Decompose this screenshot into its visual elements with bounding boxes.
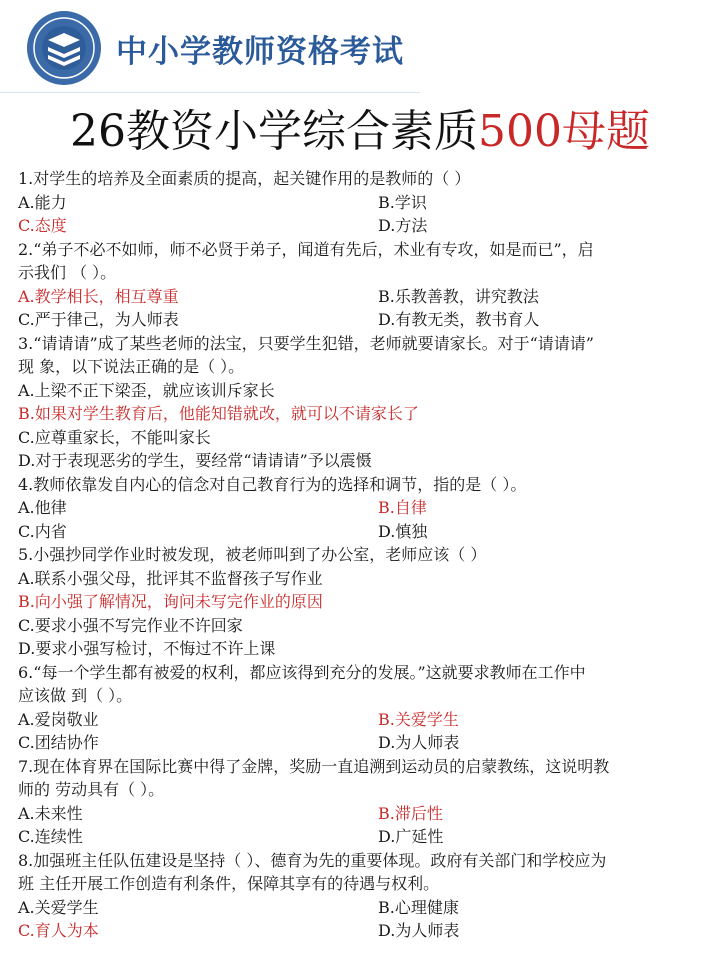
question-stem: 3.“请请请”成了某些老师的法宝，只要学生犯错，老师就要请家长。对于“请请请” bbox=[18, 333, 594, 353]
question-6 bbox=[18, 661, 708, 755]
option-d: D.广延性 bbox=[378, 827, 444, 846]
option-a: A.他律 bbox=[18, 498, 67, 517]
option-b: B.学识 bbox=[378, 192, 427, 212]
question-stem: 示我们 （ ）。 bbox=[18, 263, 117, 282]
question-stem: 6.“每一个学生都有被爱的权利，都应该得到充分的发展。”这就要求教师在工作中 bbox=[18, 662, 586, 682]
option-c: C.育人为本 bbox=[18, 921, 99, 940]
header-divider bbox=[0, 92, 420, 93]
option-c: C.连续性 bbox=[18, 827, 83, 846]
option-a: A.未来性 bbox=[18, 803, 83, 823]
title-accent: 500母题 bbox=[478, 106, 650, 157]
question-stem: 师的 劳动具有（ ）。 bbox=[18, 780, 165, 799]
option-b: B.向小强了解情况，询问未写完作业的原因 bbox=[18, 592, 323, 611]
question-stem: 2.“弟子不必不如师，师不必贤于弟子，闻道有先后，术业有专攻，如是而已”，启 bbox=[18, 239, 594, 259]
option-b: B.乐教善教，讲究教法 bbox=[378, 286, 539, 306]
option-b: B.自律 bbox=[378, 498, 427, 517]
option-a: A.联系小强父母，批评其不监督孩子写作业 bbox=[18, 568, 323, 588]
question-stem: 应该做 到（ ）。 bbox=[18, 686, 133, 705]
question-7 bbox=[18, 755, 708, 849]
option-c: C.要求小强不写完作业不许回家 bbox=[18, 615, 243, 635]
question-8 bbox=[18, 849, 708, 943]
option-row bbox=[18, 919, 708, 943]
question-stem: 4.教师依靠发自内心的信念对自己教育行为的选择和调节，指的是（ ）。 bbox=[18, 474, 527, 494]
question-list bbox=[18, 167, 708, 943]
question-1 bbox=[18, 167, 708, 238]
option-row bbox=[18, 285, 708, 309]
option-c: C.团结协作 bbox=[18, 733, 99, 752]
question-4 bbox=[18, 473, 708, 544]
question-stem: 班 主任开展工作创造有利条件，保障其享有的待遇与权利。 bbox=[18, 874, 440, 893]
option-row bbox=[18, 825, 708, 849]
question-3 bbox=[18, 332, 708, 473]
option-row bbox=[18, 496, 708, 520]
option-row bbox=[18, 214, 708, 238]
option-a: A.教学相长，相互尊重 bbox=[18, 286, 179, 306]
header bbox=[0, 0, 720, 96]
option-b: B.滞后性 bbox=[378, 803, 443, 823]
question-stem: 7.现在体育界在国际比赛中得了金牌，奖励一直追溯到运动员的启蒙教练，这说明教 bbox=[18, 756, 610, 776]
option-d: D.为人师表 bbox=[378, 921, 460, 940]
option-c: C.应尊重家长，不能叫家长 bbox=[18, 427, 211, 447]
option-row bbox=[18, 191, 708, 215]
page-title bbox=[0, 104, 720, 160]
option-row bbox=[18, 731, 708, 755]
option-b: B.如果对学生教育后，他能知错就改，就可以不请家长了 bbox=[18, 404, 419, 423]
option-row bbox=[18, 896, 708, 920]
option-d: D.为人师表 bbox=[378, 733, 460, 752]
option-a: A.能力 bbox=[18, 192, 67, 212]
option-row bbox=[18, 308, 708, 332]
option-d: D.慎独 bbox=[378, 521, 428, 541]
option-c: C.内省 bbox=[18, 521, 67, 541]
title-main: 26教资小学综合素质 bbox=[70, 106, 478, 157]
option-row bbox=[18, 802, 708, 826]
option-d: D.有教无类，教书育人 bbox=[378, 310, 540, 329]
option-row bbox=[18, 708, 708, 732]
question-stem: 1.对学生的培养及全面素质的提高，起关键作用的是教师的（ ） bbox=[18, 169, 471, 188]
option-a: A.上梁不正下梁歪，就应该训斥家长 bbox=[18, 380, 275, 400]
option-d: D.方法 bbox=[378, 216, 428, 235]
question-stem: 8.加强班主任队伍建设是坚持（ ）、德育为先的重要体现。政府有关部门和学校应为 bbox=[18, 850, 607, 870]
option-c: C.严于律己，为人师表 bbox=[18, 310, 179, 329]
option-row bbox=[18, 520, 708, 544]
question-stem: 5.小强抄同学作业时被发现，被老师叫到了办公室，老师应该（ ） bbox=[18, 545, 487, 564]
option-c: C.态度 bbox=[18, 216, 67, 235]
option-d: D.对于表现恶劣的学生，要经常“请请请”予以震慑 bbox=[18, 451, 372, 470]
book-stack-seal-icon bbox=[26, 10, 102, 86]
option-b: B.心理健康 bbox=[378, 897, 459, 917]
question-stem: 现 象，以下说法正确的是（ ）。 bbox=[18, 357, 245, 376]
question-2 bbox=[18, 238, 708, 332]
option-a: A.关爱学生 bbox=[18, 897, 99, 917]
option-a: A.爱岗敬业 bbox=[18, 709, 99, 729]
question-5 bbox=[18, 543, 708, 661]
option-d: D.要求小强写检讨，不悔过不许上课 bbox=[18, 639, 276, 658]
option-b: B.关爱学生 bbox=[378, 709, 459, 729]
brand-name: 中小学教师资格考试 bbox=[116, 34, 404, 70]
